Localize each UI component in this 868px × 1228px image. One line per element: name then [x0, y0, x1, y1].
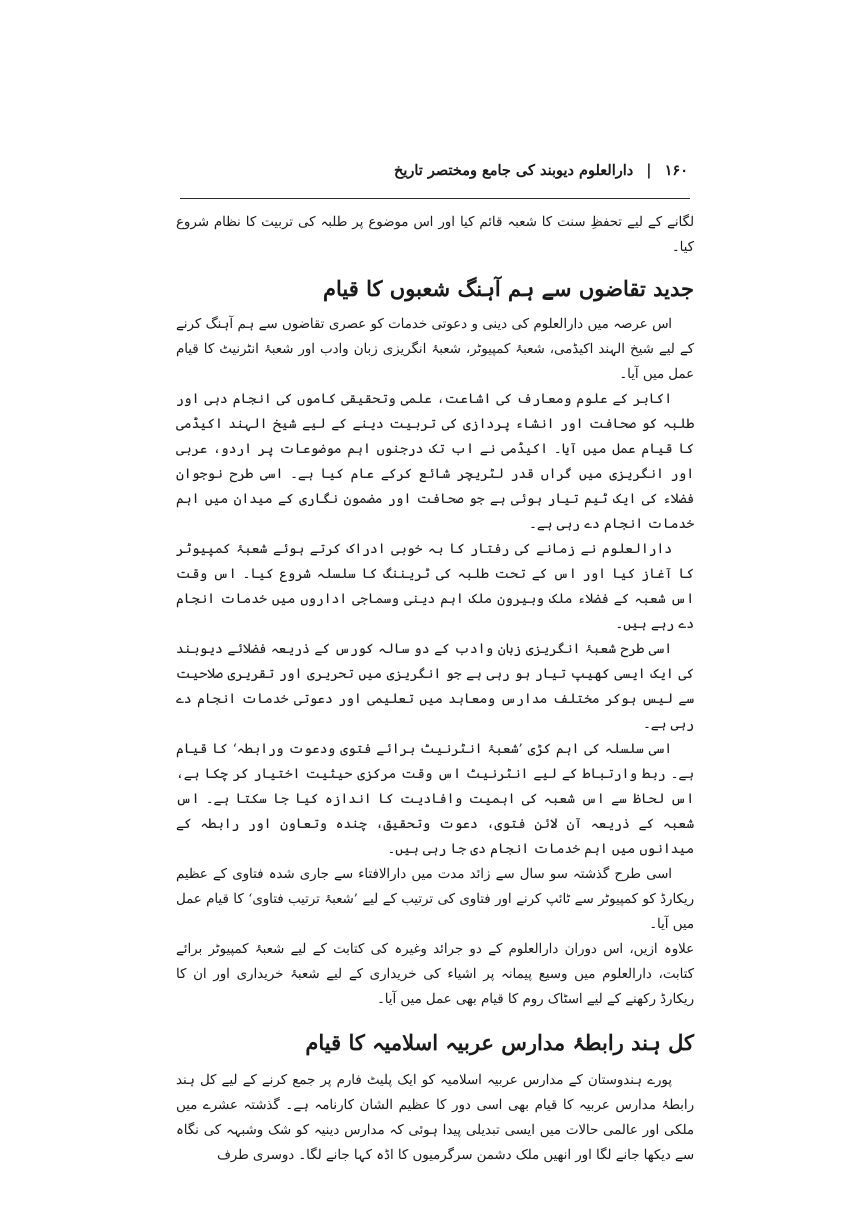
book-title: دارالعلوم دیوبند کی جامع ومختصر تاریخ — [393, 162, 634, 179]
paragraph: دارالعلوم نے زمانے کی رفتار کا بہ خوبی ادراک کرتے ہوئے شعبۂ کمپیوٹر کا آغاز کیا اور اس کے تحت طلبہ کی ٹریننگ کا سلسلہ شروع کیا۔ اس وقت اس شعبہ کے فضلاء ملک وبیرون ملک اہم دینی وسماجی اداروں میں خدمات انجام دے رہے ہیں۔ — [176, 542, 694, 632]
page-number: ۱۶۰ — [664, 162, 688, 179]
paragraph: پورے ہندوستان کے مدارس عربیہ اسلامیہ کو ایک پلیٹ فارم پر جمع کرنے کے لیے کل ہند رابطۂ مدارس عربیہ کا قیام بھی اسی دور کا عظیم الشان کارنامہ ہے۔ گذشتہ عشرے میں ملکی اور عالمی حالات میں ایسی تبدیلی پیدا ہوئی کہ مدارس دینیہ کو شک وشبہہ کی نگاہ سے دیکھا جانے لگا اور انھیں ملک دشمن سرگرمیوں کا اڈہ کہا جانے لگا۔ دوسری طرف — [176, 1073, 694, 1163]
section-heading: جدید تقاضوں سے ہم آہنگ شعبوں کا قیام — [323, 276, 694, 301]
paragraph: اسی سلسلہ کی اہم کڑی ’شعبۂ انٹرنیٹ برائے فتوی ودعوت ورابطہ‘ کا قیام ہے۔ ربط وارتباط کے لیے انٹرنیٹ اس وقت مرکزی حیثیت اختیار کر چکا ہے، اس لحاظ سے اس شعبہ کی اہمیت وافادیت کا اندازہ کیا جا سکتا ہے۔ اس شعبہ کے ذریعہ آن لائن فتوی، دعوت وتحقیق، چندہ وتعاون اور رابطہ کے میدانوں میں اہم خدمات انجام دی جا رہی ہیں۔ — [176, 742, 694, 857]
paragraph: علاوہ ازیں، اس دوران دارالعلوم کے دو جرائد وغیرہ کی کتابت کے لیے شعبۂ کمپیوٹر برائے کتابت، دارالعلوم میں وسیع پیمانہ پر اشیاء کی خریداری کے لیے شعبۂ خریداری اور ان کا ریکارڈ رکھنے کے لیے اسٹاک روم کا قیام بھی عمل میں آیا۔ — [176, 942, 694, 1007]
running-header — [394, 162, 688, 179]
header-rule — [180, 198, 690, 199]
paragraph: اسی طرح شعبۂ انگریزی زبان وادب کے دو سالہ کورس کے ذریعہ فضلائے دیوبند کی ایک ایسی کھیپ تیار ہو رہی ہے جو انگریزی میں تحریری اور تقریری صلاحیت سے لیس ہوکر مختلف مدارس ومعاہد میں تعلیمی اور دعوتی خدمات انجام دے رہی ہے۔ — [176, 642, 694, 732]
header-separator: | — [646, 162, 652, 179]
intro-line: لگانے کے لیے تحفظِ سنت کا شعبہ قائم کیا اور اس موضوع پر طلبہ کی تربیت کا نظام شروع کیا۔ — [176, 215, 694, 255]
section-heading: کل ہند رابطۂ مدارس عربیہ اسلامیہ کا قیام — [305, 1030, 694, 1055]
paragraph: اس عرصہ میں دارالعلوم کی دینی و دعوتی خدمات کو عصری تقاضوں سے ہم آہنگ کرنے کے لیے شیخ الہند اکیڈمی، شعبۂ کمپیوٹر، شعبۂ انگریزی زبان وادب اور شعبۂ انٹرنیٹ کا قیام عمل میں آیا۔ — [176, 317, 694, 382]
paragraph: اسی طرح گذشتہ سو سال سے زائد مدت میں دارالافتاء سے جاری شدہ فتاوی کے عظیم ریکارڈ کو کمپیوٹر سے ٹائپ کرنے اور فتاوی کی ترتیب کے لیے ’شعبۂ ترتیب فتاوی‘ کا قیام عمل میں آیا۔ — [176, 867, 694, 932]
paragraph: اکابر کے علوم ومعارف کی اشاعت، علمی وتحقیقی کاموں کی انجام دہی اور طلبہ کو صحافت اور انشاء پردازی کی تربیت دینے کے لیے شیخ الہند اکیڈمی کا قیام عمل میں آیا۔ اکیڈمی نے اب تک درجنوں اہم موضوعات پر اردو، عربی اور انگریزی میں گراں قدر لٹریچر شائع کرکے عام کیا ہے۔ اسی طرح نوجوان فضلاء کی ایک ٹیم تیار ہوئی ہے جو صحافت اور مضمون نگاری کے میدان میں اہم خدمات انجام دے رہی ہے۔ — [176, 392, 694, 532]
page-body — [176, 210, 694, 1168]
